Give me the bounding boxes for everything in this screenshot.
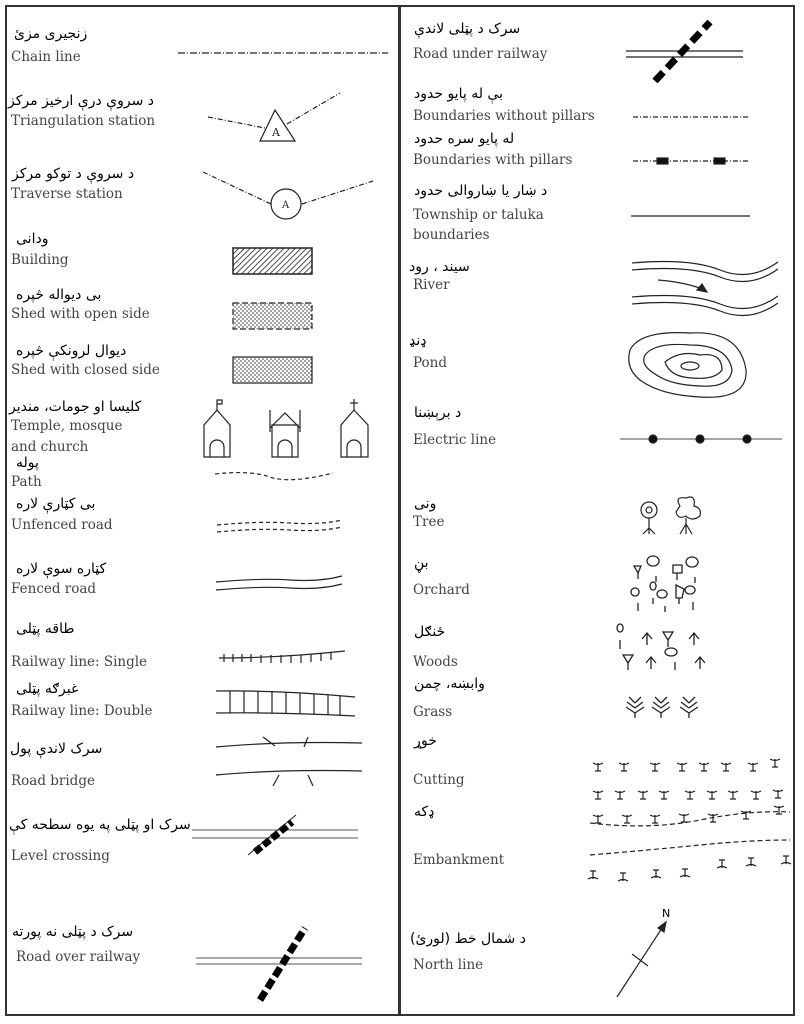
north-line-symbol <box>617 907 670 997</box>
english-label: Unfenced road <box>11 517 113 533</box>
pashto-label: ډنډ <box>409 333 427 349</box>
pashto-label: بی کټارې لاره <box>16 496 96 512</box>
cutting-mark <box>770 759 780 767</box>
cutting-mark <box>618 873 628 881</box>
station-letter: A <box>282 200 290 211</box>
pashto-label: پوله <box>16 455 39 471</box>
english-label: Tree <box>413 514 445 530</box>
cutting-mark <box>717 860 727 868</box>
traverse-station-symbol <box>203 172 373 219</box>
english-label: Road bridge <box>11 773 95 789</box>
road-under-railway-symbol <box>626 22 743 81</box>
cutting-icon <box>593 759 783 799</box>
cutting-mark <box>588 871 598 879</box>
english-label: North line <box>413 957 484 973</box>
pashto-label: دیوال لرونکې څپره <box>16 343 127 359</box>
pashto-label: کلیسا او جومات، مندیر <box>9 399 142 415</box>
pashto-label: سرک د پټلی لاندې <box>414 21 521 37</box>
english-label: Path <box>11 474 42 490</box>
north-letter: N <box>662 907 671 920</box>
english-label: Cutting <box>413 772 465 788</box>
cutting-mark <box>680 869 690 877</box>
pashto-label: د سروې د توکو مرکز <box>12 166 135 182</box>
english-label: Boundaries without pillars <box>413 108 595 124</box>
pashto-label: د برېښنا <box>414 405 462 421</box>
english-label: Temple, mosque <box>11 418 123 434</box>
church-icon <box>341 399 368 457</box>
cutting-mark <box>619 763 629 771</box>
shed-open-symbol <box>233 303 312 329</box>
pashto-label: طاقه پټلی <box>16 621 75 637</box>
cutting-mark <box>650 763 660 771</box>
english-label: Township or taluka <box>413 207 544 223</box>
english-label: Grass <box>413 704 453 720</box>
english-label: Woods <box>413 654 458 670</box>
railway-single-symbol <box>219 651 345 663</box>
station-letter: A <box>272 126 280 139</box>
cutting-mark <box>677 763 687 771</box>
cutting-mark <box>622 815 632 823</box>
railway-double-symbol <box>216 691 355 716</box>
cutting-mark <box>651 870 661 878</box>
cutting-mark <box>774 806 784 814</box>
english-label: Road under railway <box>413 46 548 62</box>
cutting-mark <box>781 856 791 864</box>
pashto-label: غبرګه پټلی <box>16 681 79 697</box>
pashto-label: د ښار یا ښاروالی حدود <box>414 183 548 199</box>
english-label: Railway line: Double <box>11 703 153 719</box>
cutting-mark <box>708 814 718 822</box>
boundary-with-pillars-symbol <box>633 158 750 164</box>
river-symbol <box>632 262 778 316</box>
pashto-label: بې له پایو حدود <box>414 86 503 102</box>
road-over-railway-symbol <box>196 928 362 1000</box>
building-symbol <box>233 248 312 274</box>
english-label: boundaries <box>413 227 490 243</box>
electric-line-symbol <box>620 435 782 443</box>
english-label: Shed with open side <box>11 306 150 322</box>
english-label: Level crossing <box>11 848 110 864</box>
embankment-icon <box>588 806 791 881</box>
english-label: Fenced road <box>11 581 97 597</box>
english-label: Shed with closed side <box>11 362 160 378</box>
unfenced-road-symbol <box>217 520 342 532</box>
cutting-mark <box>593 815 603 823</box>
cutting-mark <box>741 811 751 819</box>
pashto-label: کټاره سوې لاره <box>16 561 107 577</box>
english-label: Embankment <box>413 852 505 868</box>
english-label: Electric line <box>413 432 497 448</box>
english-label: Road over railway <box>16 949 141 965</box>
cutting-mark <box>707 791 717 799</box>
path-symbol <box>215 473 333 480</box>
cutting-mark <box>746 858 756 866</box>
cutting-mark <box>773 790 783 798</box>
english-label: Orchard <box>413 582 470 598</box>
pashto-label: سرک او پټلی په یوه سطحه کې <box>9 817 191 833</box>
pashto-label: سرک د پټلی نه پورته <box>12 924 134 940</box>
pashto-label: د شمال خط (لورئ) <box>410 931 526 947</box>
cutting-mark <box>685 791 695 799</box>
road-bridge-symbol <box>216 737 362 786</box>
english-label: Traverse station <box>11 186 123 202</box>
cutting-mark <box>748 763 758 771</box>
cutting-mark <box>728 791 738 799</box>
pashto-label: وابښه، چمن <box>414 676 485 692</box>
pashto-label: له پایو سره حدود <box>414 131 515 147</box>
pond-symbol <box>629 333 746 398</box>
tree-icon <box>641 497 700 534</box>
cutting-mark <box>659 791 669 799</box>
woods-icon <box>617 624 705 670</box>
orchard-icon <box>631 556 698 612</box>
pashto-label: ځنګل <box>414 624 446 640</box>
cutting-mark <box>650 815 660 823</box>
pashto-label: زنجيری مزئ <box>14 26 88 42</box>
cutting-mark <box>593 791 603 799</box>
pashto-label: سیند ، رود <box>409 259 470 275</box>
pashto-label: سرک لاندې پول <box>10 741 103 757</box>
cutting-mark <box>679 814 689 822</box>
english-label: River <box>413 277 450 293</box>
pashto-label: ونی <box>414 496 437 512</box>
mosque-icon <box>270 410 300 457</box>
english-label: Railway line: Single <box>11 654 148 670</box>
pashto-label: بی دیواله څپره <box>16 287 102 303</box>
pashto-label: ډکه <box>414 804 435 820</box>
fenced-road-symbol <box>216 576 342 590</box>
english-label: Building <box>11 252 69 268</box>
english-label: and church <box>11 439 89 455</box>
triangulation-station-symbol <box>208 93 340 141</box>
level-crossing-symbol <box>192 815 358 855</box>
cutting-mark <box>721 763 731 771</box>
cutting-mark <box>699 763 709 771</box>
grass-icon <box>626 697 698 718</box>
pashto-label: د سروې درې ارخيز مرکز <box>8 93 155 109</box>
pashto-label: بڼ <box>414 555 429 571</box>
cutting-mark <box>751 791 761 799</box>
english-label: Chain line <box>11 49 81 65</box>
english-label: Triangulation station <box>11 113 156 129</box>
cutting-mark <box>615 791 625 799</box>
english-label: Pond <box>413 355 448 371</box>
cutting-mark <box>638 791 648 799</box>
temple-icon <box>204 400 230 457</box>
cutting-mark <box>593 763 603 771</box>
pashto-label: ودانی <box>16 231 49 247</box>
english-label: Boundaries with pillars <box>413 152 573 168</box>
shed-closed-symbol <box>233 357 312 383</box>
pashto-label: خوړ <box>414 733 437 749</box>
